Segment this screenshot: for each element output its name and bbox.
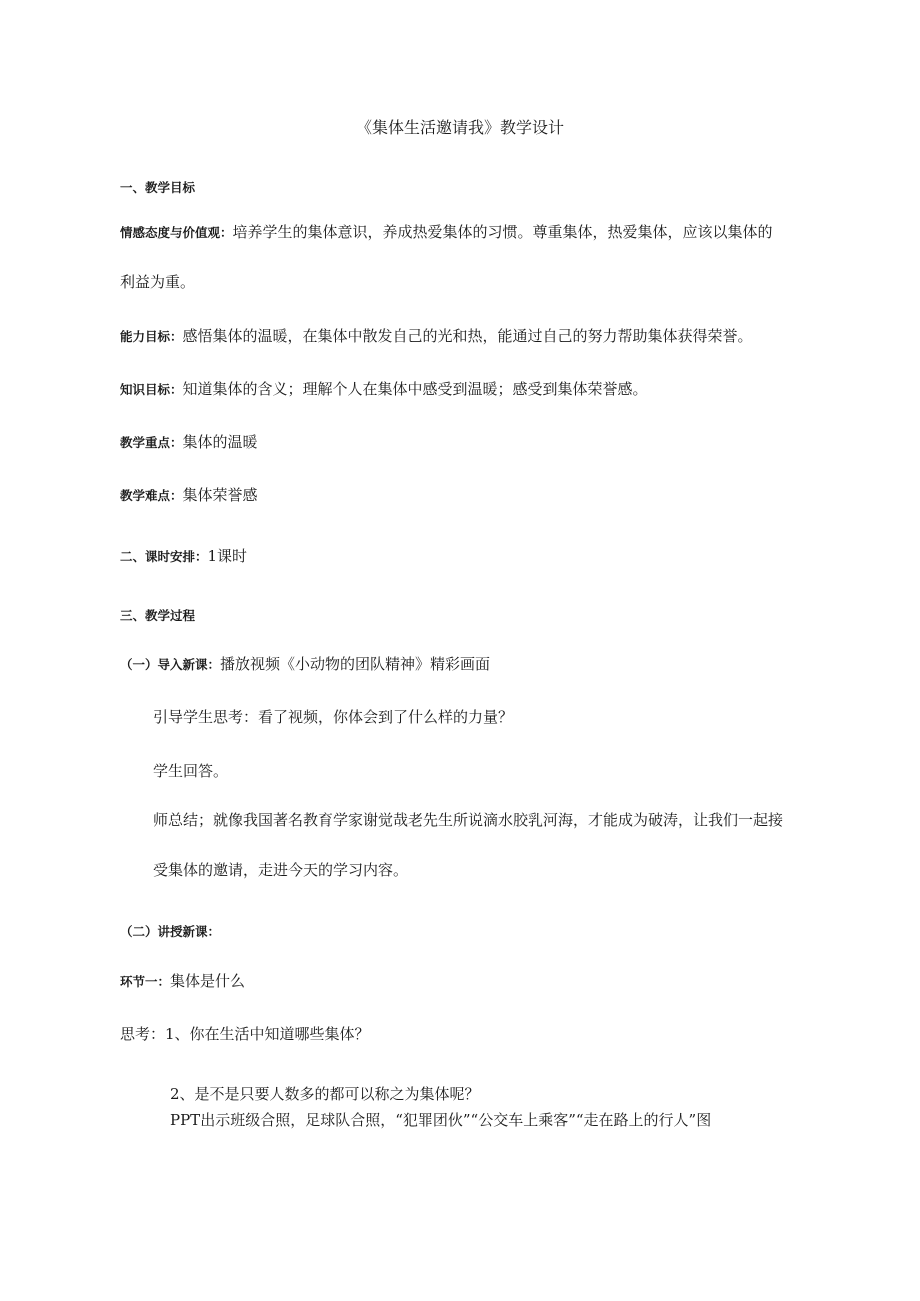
goal-ability-label: 能力目标：: [120, 329, 183, 344]
key-point-label: 教学重点：: [120, 435, 183, 450]
part-intro: [120, 654, 490, 675]
goal-knowledge-text: 知道集体的含义；理解个人在集体中感受到温暖；感受到集体荣誉感。: [182, 380, 648, 398]
difficulty-text: 集体荣誉感: [182, 486, 258, 504]
difficulty: [120, 485, 258, 506]
goal-knowledge-label: 知识目标：: [120, 382, 183, 397]
section-heading-schedule: [120, 546, 247, 567]
difficulty-label: 教学难点：: [120, 488, 183, 503]
ppt-line: PPT出示班级合照，足球队合照，“犯罪团伙”“公交车上乘客”“走在路上的行人”图: [170, 1111, 712, 1129]
goal-emotion-label: 情感态度与价值观：: [120, 225, 233, 240]
key-point-text: 集体的温暖: [182, 433, 258, 451]
schedule-label: 二、课时安排：: [120, 549, 208, 564]
paragraph-answer: 学生回答。: [153, 762, 229, 780]
part-intro-text: 播放视频《小动物的团队精神》精彩画面: [220, 655, 491, 673]
link-one: [120, 971, 245, 992]
part-intro-label: （一）导入新课：: [120, 657, 221, 672]
section-heading-process: 三、教学过程: [120, 608, 196, 623]
paragraph-guide: 引导学生思考：看了视频，你体会到了什么样的力量？: [153, 708, 514, 726]
think-question-2: 2、是不是只要人数多的都可以称之为集体呢？: [170, 1085, 480, 1103]
page-title: 《集体生活邀请我》教学设计: [355, 118, 564, 137]
part-new-lesson: （二）讲授新课：: [120, 924, 221, 939]
goal-ability-text: 感悟集体的温暖，在集体中散发自己的光和热，能通过自己的努力帮助集体获得荣誉。: [182, 327, 753, 345]
schedule-text: 1课时: [207, 547, 248, 565]
section-heading-goals: 一、教学目标: [120, 180, 196, 195]
think-question-1: 思考：1、你在生活中知道哪些集体？: [120, 1025, 370, 1043]
goal-emotion-cont: 利益为重。: [120, 273, 196, 291]
key-point: [120, 432, 258, 453]
goal-ability: [120, 326, 753, 347]
goal-emotion: [120, 222, 773, 243]
paragraph-summary: 师总结；就像我国著名教育学家谢觉哉老先生所说滴水胶乳河海，才能成为破涛，让我们一起接: [153, 811, 784, 829]
link-one-text: 集体是什么: [170, 972, 246, 990]
goal-emotion-text: 培养学生的集体意识，养成热爱集体的习惯。尊重集体，热爱集体，应该以集体的: [232, 223, 773, 241]
goal-knowledge: [120, 379, 648, 400]
link-one-label: 环节一：: [120, 974, 171, 989]
paragraph-summary-cont: 受集体的邀请，走进今天的学习内容。: [153, 861, 409, 879]
